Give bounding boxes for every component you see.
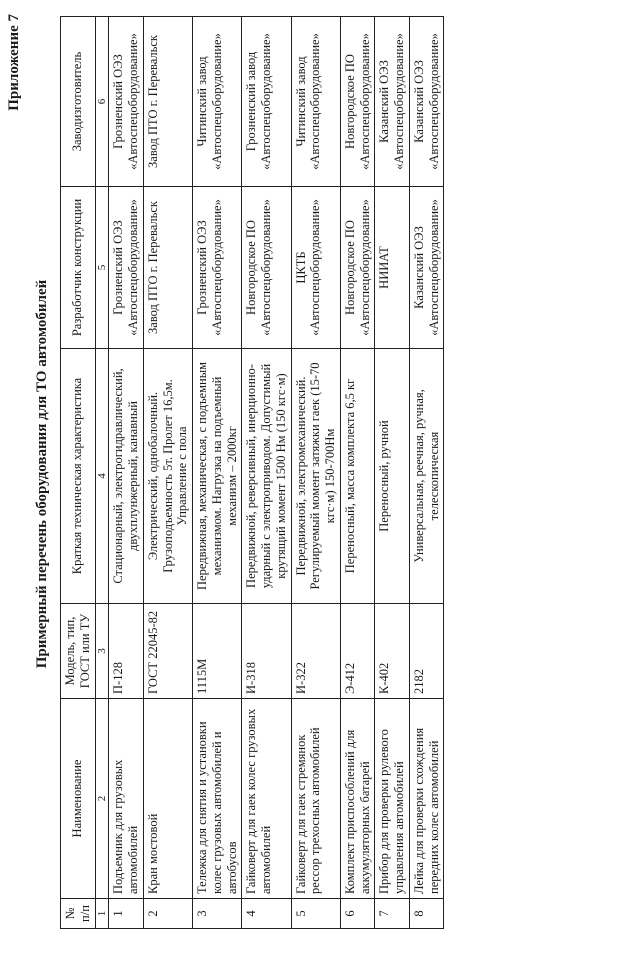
equipment-name: Подъемник для грузовых автомобилей — [109, 699, 144, 899]
table-row — [143, 17, 192, 929]
row-number: 8 — [409, 899, 444, 929]
equipment-name: Тележка для снятия и установки колес грузовых автомобилей и автобусов — [193, 699, 242, 899]
column-number: 3 — [95, 604, 109, 699]
column-header-num: № п/п — [61, 899, 96, 929]
equipment-spec: Переносный, масса комплекта 6,5 кг — [340, 349, 375, 604]
equipment-spec: Передвижной, реверсивный, инерционно-ударный с электроприводом. Допустимый крутящий момент 1500 Нм (150 кгс·м) — [242, 349, 291, 604]
equipment-developer: Новгородское ПО «Автоспецоборудование» — [340, 187, 375, 349]
equipment-developer: Казанский ОЭЗ «Автоспецоборудование» — [409, 187, 444, 349]
table-row — [109, 17, 144, 929]
equipment-developer: ЦКТБ «Автоспецоборудование» — [291, 187, 340, 349]
column-header-spec: Краткая техническая характеристика — [61, 349, 96, 604]
equipment-manufacturer: Читинский завод «Автоспецоборудование» — [291, 17, 340, 187]
equipment-developer: НИИАТ — [375, 187, 410, 349]
table-header-row — [61, 17, 96, 929]
column-header-developer: Разработчик конструкции — [61, 187, 96, 349]
equipment-developer: Грозненский ОЭЗ «Автоспецоборудование» — [193, 187, 242, 349]
row-number: 1 — [109, 899, 144, 929]
equipment-manufacturer: Завод ПТО г. Перевальск — [143, 17, 192, 187]
equipment-spec: Стационарный, электрогидравлический, двухплунжерный, канавный — [109, 349, 144, 604]
table-row — [242, 17, 291, 929]
table-row — [193, 17, 242, 929]
equipment-spec: Электрический, однобалочный. Грузоподъемность 5т. Пролет 16,5м. Управление с пола — [143, 349, 192, 604]
column-number-row — [95, 17, 109, 929]
equipment-name: Кран мостовой — [143, 699, 192, 899]
equipment-manufacturer: Грозненский завод «Автоспецоборудование» — [242, 17, 291, 187]
row-number: 3 — [193, 899, 242, 929]
equipment-model: И-318 — [242, 604, 291, 699]
row-number: 6 — [340, 899, 375, 929]
row-number: 7 — [375, 899, 410, 929]
table-row — [375, 17, 410, 929]
column-number: 1 — [95, 899, 109, 929]
column-header-manufacturer: Заводизготовитель — [61, 17, 96, 187]
equipment-developer: Завод ПТО г. Перевальск — [143, 187, 192, 349]
equipment-manufacturer: Казанский ОЭЗ «Автоспецоборудование» — [375, 17, 410, 187]
equipment-spec: Передвижная, механическая, с подъемным механизмом. Нагрузка на подъемный механизм – 2000кг — [193, 349, 242, 604]
column-number: 5 — [95, 187, 109, 349]
equipment-model: К-402 — [375, 604, 410, 699]
column-header-model: Модель, тип, ГОСТ или ТУ — [61, 604, 96, 699]
equipment-developer: Новгородское ПО «Автоспецоборудование» — [242, 187, 291, 349]
column-number: 2 — [95, 699, 109, 899]
equipment-model: Э-412 — [340, 604, 375, 699]
appendix-label: Приложение 7 — [6, 14, 22, 111]
equipment-spec: Универсальная, реечная, ручная, телескопическая — [409, 349, 444, 604]
equipment-model: 1115М — [193, 604, 242, 699]
table-row — [409, 17, 444, 929]
table-row — [340, 17, 375, 929]
column-header-name: Наименование — [61, 699, 96, 899]
table-row — [291, 17, 340, 929]
equipment-manufacturer: Казанский ОЭЗ «Автоспецоборудование» — [409, 17, 444, 187]
equipment-model: П-128 — [109, 604, 144, 699]
row-number: 4 — [242, 899, 291, 929]
equipment-name: Гайковерт для гаек колес грузовых автомобилей — [242, 699, 291, 899]
equipment-manufacturer: Читинский завод «Автоспецоборудование» — [193, 17, 242, 187]
equipment-name: Гайковерт для гаек стремянок рессор трехосных автомобилей — [291, 699, 340, 899]
equipment-name: Прибор для проверки рулевого управления автомобилей — [375, 699, 410, 899]
document-title: Примерный перечень оборудования для ТО автомобилей — [34, 279, 50, 669]
column-number: 6 — [95, 17, 109, 187]
equipment-table — [60, 16, 444, 929]
column-number: 4 — [95, 349, 109, 604]
equipment-manufacturer: Новгородское ПО «Автоспецоборудование» — [340, 17, 375, 187]
equipment-model: ГОСТ 22045-82 — [143, 604, 192, 699]
equipment-manufacturer: Грозненский ОЭЗ «Автоспецоборудование» — [109, 17, 144, 187]
equipment-name: Комплект приспособлений для аккумуляторных батарей — [340, 699, 375, 899]
row-number: 5 — [291, 899, 340, 929]
equipment-spec: Передвижной, электромеханический. Регулируемый момент затяжки гаек (15-70 кгс·м) 150-700Нм — [291, 349, 340, 604]
equipment-model: И-322 — [291, 604, 340, 699]
row-number: 2 — [143, 899, 192, 929]
equipment-name: Лейка для проверки схождения передних колес автомобилей — [409, 699, 444, 899]
equipment-spec: Переносный, ручной — [375, 349, 410, 604]
equipment-model: 2182 — [409, 604, 444, 699]
equipment-developer: Грозненский ОЭЗ «Автоспецоборудование» — [109, 187, 144, 349]
